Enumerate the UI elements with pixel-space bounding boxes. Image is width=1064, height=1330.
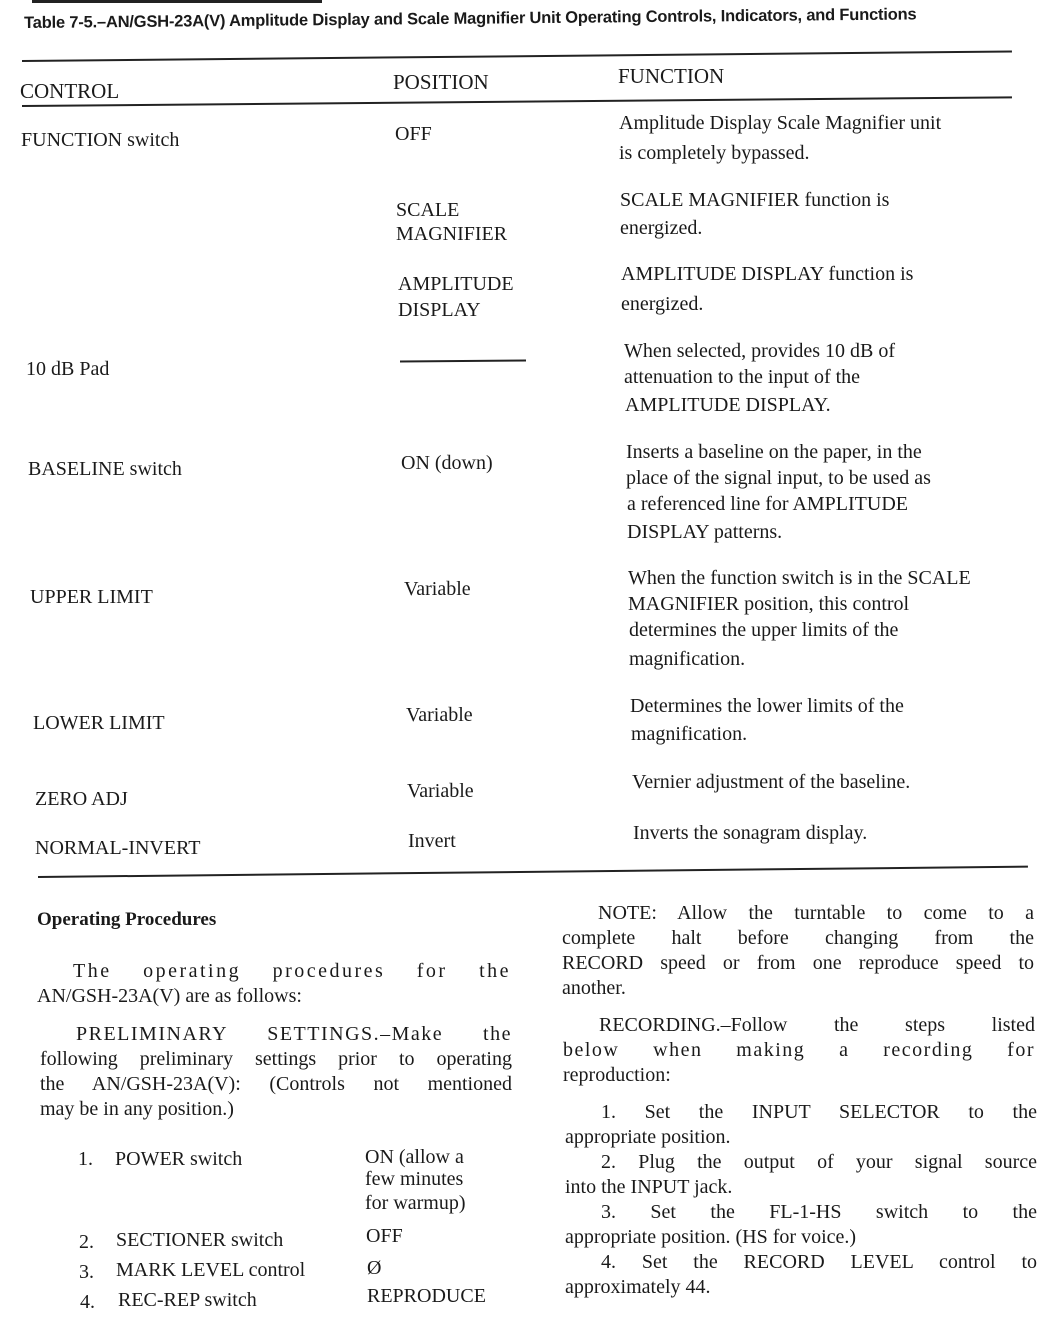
step-line: 4. Set the RECORD LEVEL control to [601, 1251, 1037, 1273]
section-heading: Operating Procedures [37, 909, 217, 930]
row-position-line: MAGNIFIER [396, 223, 508, 245]
row-position: OFF [395, 123, 432, 145]
settings-label: POWER switch [115, 1148, 243, 1170]
note-line: RECORD speed or from one reproduce speed to [562, 952, 1034, 974]
row-position-line: DISPLAY [398, 299, 481, 321]
row-function-line: a referenced line for AMPLITUDE [627, 493, 908, 515]
recording-step [565, 1250, 1037, 1300]
row-control: LOWER LIMIT [33, 712, 165, 734]
row-function-line: Inserts a baseline on the paper, in the [626, 441, 922, 463]
settings-number: 2. [79, 1231, 94, 1253]
row-function-line: Amplitude Display Scale Magnifier unit [619, 112, 942, 134]
row-function-line: DISPLAY patterns. [627, 521, 783, 543]
settings-value-line: for warmup) [365, 1192, 466, 1214]
row-function-line: energized. [621, 293, 704, 315]
preliminary-paragraph [40, 1022, 512, 1122]
settings-value-line: few minutes [365, 1168, 464, 1190]
row-function-line: determines the upper limits of the [629, 619, 899, 641]
step-line: into the INPUT jack. [565, 1176, 733, 1198]
header-control: CONTROL [20, 79, 120, 103]
intro-line: AN/GSH-23A(V) are as follows: [37, 985, 302, 1007]
settings-label: SECTIONER switch [116, 1229, 284, 1251]
preliminary-line: PRELIMINARY SETTINGS.–Make the [76, 1023, 512, 1045]
row-position-line: SCALE [396, 199, 460, 221]
recording-line: RECORDING.–Follow the steps listed [599, 1014, 1035, 1036]
step-line: approximately 44. [565, 1276, 711, 1298]
row-function-line: AMPLITUDE DISPLAY. [625, 394, 831, 416]
caption-rule [22, 50, 1012, 62]
row-function-line: Determines the lower limits of the [630, 695, 904, 717]
header-rule [22, 96, 1012, 107]
settings-number: 4. [80, 1291, 95, 1313]
header-function: FUNCTION [618, 64, 725, 88]
row-function-line: When the function switch is in the SCALE [628, 567, 971, 589]
preliminary-line: may be in any position.) [40, 1098, 234, 1120]
row-control: ZERO ADJ [35, 788, 128, 810]
row-function-line: magnification. [629, 648, 746, 670]
row-function-line: Inverts the sonagram display. [633, 822, 868, 844]
settings-value-line: OFF [366, 1225, 403, 1247]
note-line: another. [562, 977, 626, 999]
recording-step [565, 1100, 1037, 1150]
settings-value-line: ON (allow a [365, 1146, 464, 1168]
settings-number: 1. [78, 1148, 93, 1170]
row-function-line: attenuation to the input of the [624, 366, 861, 388]
note-paragraph [562, 901, 1034, 1001]
row-position: Variable [406, 704, 473, 726]
recording-line: below when making a recording for [563, 1039, 1035, 1061]
step-line: appropriate position. [565, 1126, 731, 1148]
recording-step [565, 1150, 1037, 1200]
row-function-line: AMPLITUDE DISPLAY function is [621, 263, 914, 285]
row-position: Variable [407, 780, 474, 802]
row-function-line: is completely bypassed. [619, 142, 810, 164]
row-control: NORMAL-INVERT [35, 837, 201, 859]
note-line: complete halt before changing from the [562, 927, 1034, 949]
step-line: appropriate position. (HS for voice.) [565, 1226, 857, 1248]
preliminary-line: the AN/GSH-23A(V): (Controls not mentioned [40, 1073, 512, 1095]
row-position-line: AMPLITUDE [398, 273, 514, 295]
row-control: BASELINE switch [28, 458, 182, 480]
settings-label: MARK LEVEL control [116, 1259, 306, 1281]
settings-value-line: Ø [367, 1257, 382, 1279]
intro-line: The operating procedures for the [73, 960, 511, 982]
note-line: NOTE: Allow the turntable to come to a [598, 902, 1034, 924]
preliminary-line: following preliminary settings prior to operating [40, 1048, 512, 1070]
recording-paragraph [563, 1013, 1035, 1088]
row-control: UPPER LIMIT [30, 586, 153, 608]
table-bottom-rule [38, 866, 1028, 878]
top-border-line [32, 0, 322, 3]
step-line: 2. Plug the output of your signal source [601, 1151, 1037, 1173]
row-function-line: place of the signal input, to be used as [626, 467, 931, 489]
row-function-line: energized. [620, 217, 703, 239]
row-position: Invert [408, 830, 456, 852]
row-function-line: Vernier adjustment of the baseline. [632, 771, 911, 793]
row-control: 10 dB Pad [26, 358, 110, 380]
row-function-line: When selected, provides 10 dB of [624, 340, 896, 362]
row-function-line: magnification. [631, 723, 748, 745]
row-position: ON (down) [401, 452, 493, 474]
position-not-applicable-dash [400, 360, 526, 362]
recording-step [565, 1200, 1037, 1250]
settings-label: REC-REP switch [118, 1289, 257, 1311]
row-position: Variable [404, 578, 471, 600]
recording-steps [565, 1100, 1037, 1300]
settings-value-line: REPRODUCE [367, 1285, 486, 1307]
row-control: FUNCTION switch [21, 129, 180, 151]
recording-line: reproduction: [563, 1064, 671, 1086]
intro-paragraph [37, 959, 511, 1009]
settings-number: 3. [79, 1261, 94, 1283]
header-position: POSITION [393, 70, 489, 94]
step-line: 1. Set the INPUT SELECTOR to the [601, 1101, 1037, 1123]
step-line: 3. Set the FL-1-HS switch to the [601, 1201, 1037, 1223]
table-caption: Table 7-5.–AN/GSH-23A(V) Amplitude Display and Scale Magnifier Unit Operating Controls, Indicators, and Functions [24, 5, 917, 32]
row-function-line: SCALE MAGNIFIER function is [620, 189, 890, 211]
row-function-line: MAGNIFIER position, this control [628, 593, 910, 615]
